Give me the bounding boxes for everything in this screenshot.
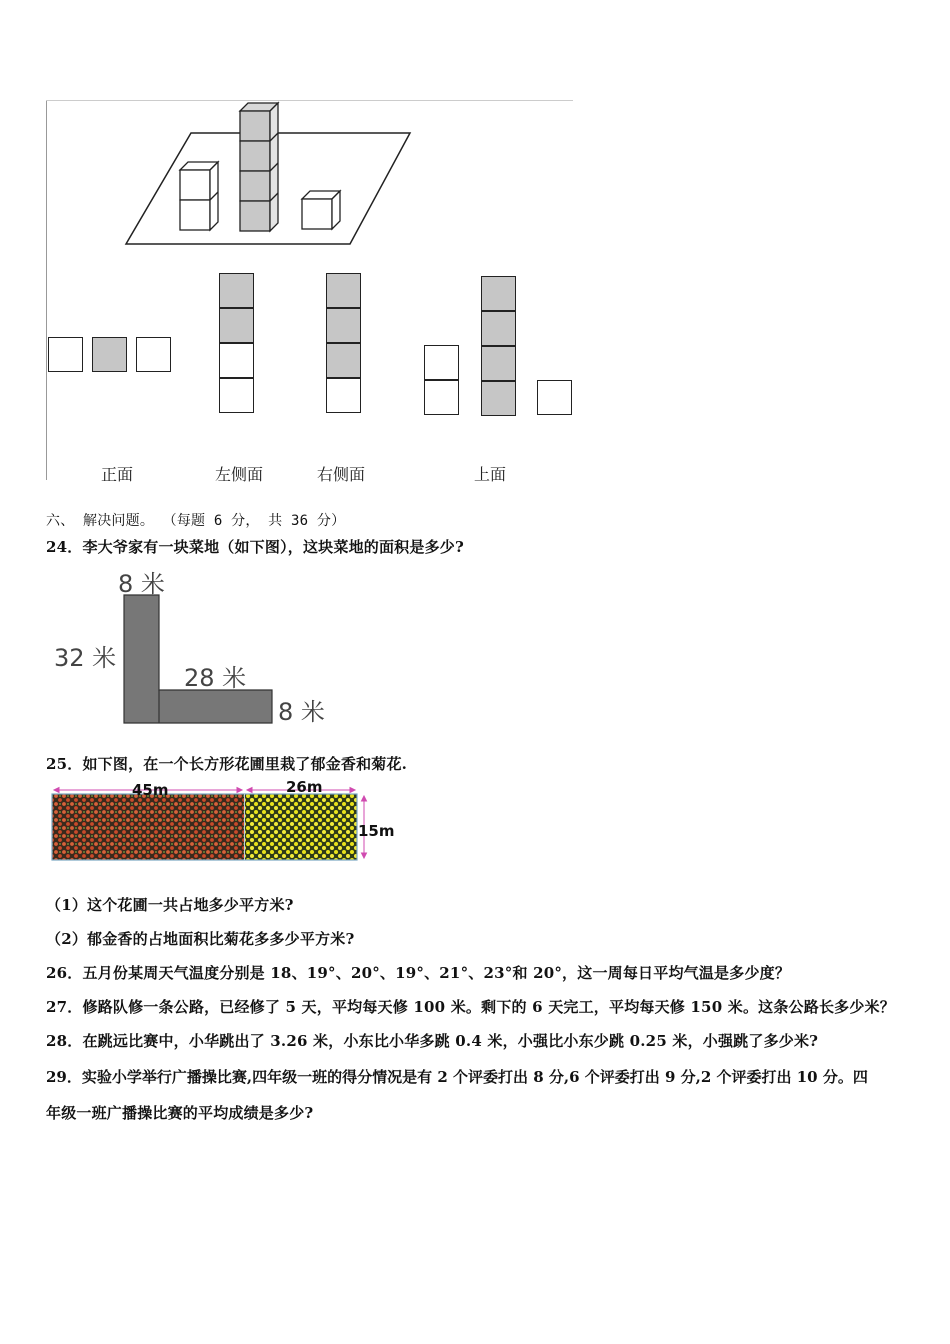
front-view-label: 正面 (101, 465, 134, 484)
l-shape-right-label: 8 米 (278, 698, 325, 726)
flower-bed-figure (46, 778, 406, 870)
l-shape-inner-label: 28 米 (184, 664, 247, 692)
question-25-sub-2: （2）郁金香的占地面积比菊花多多少平方米? (46, 930, 355, 948)
right-view-square-4 (326, 378, 361, 413)
top-view-square-6 (481, 381, 516, 416)
question-25-sub-1: （1）这个花圃一共占地多少平方米? (46, 896, 294, 914)
l-shape-figure (46, 562, 336, 732)
question-29-line-2: 年级一班广播操比赛的平均成绩是多少? (46, 1104, 314, 1122)
question-25: 25．如下图，在一个长方形花圃里栽了郁金香和菊花. (46, 755, 408, 773)
right-view-label: 右侧面 (317, 465, 366, 484)
top-view-square-2 (424, 380, 459, 415)
front-view-square-3 (136, 337, 171, 372)
section-heading: 六、 解决问题。 （每题 6 分， 共 36 分） (46, 513, 346, 529)
flower-bed-drawing (46, 778, 406, 870)
right-view-square-2 (326, 308, 361, 343)
question-29-line-1: 29．实验小学举行广播操比赛,四年级一班的得分情况是有 2 个评委打出 8 分,6 个评委打出 9 分,2 个评委打出 10 分。四 (46, 1068, 868, 1086)
l-shape-left-label: 32 米 (54, 644, 117, 672)
chrysanthemum-width-label: 26m (286, 778, 323, 796)
front-view-square-2 (92, 337, 127, 372)
top-view-square-4 (481, 311, 516, 346)
question-24: 24．李大爷家有一块菜地（如下图），这块菜地的面积是多少? (46, 538, 464, 556)
tulip-width-label: 45m (132, 781, 169, 799)
left-view-square-3 (219, 343, 254, 378)
top-view-label: 上面 (474, 465, 507, 484)
l-shape-top-label: 8 米 (118, 570, 165, 598)
question-27: 27．修路队修一条公路，已经修了 5 天，平均每天修 100 米。剩下的 6 天完工，平均每天修 150 米。这条公路长多少米？ (46, 998, 895, 1016)
right-view-square-3 (326, 343, 361, 378)
cube-figure (46, 100, 574, 485)
top-view-square-7 (537, 380, 572, 415)
left-view-label: 左侧面 (215, 465, 264, 484)
left-view-square-1 (219, 273, 254, 308)
cube-3d-drawing (46, 100, 574, 260)
front-view-square-1 (48, 337, 83, 372)
top-view-square-3 (481, 276, 516, 311)
question-28: 28．在跳远比赛中，小华跳出了 3.26 米，小东比小华多跳 0.4 米，小强比小东少跳 0.25 米，小强跳了多少米? (46, 1032, 819, 1050)
left-view-square-2 (219, 308, 254, 343)
top-view-square-5 (481, 346, 516, 381)
right-view-square-1 (326, 273, 361, 308)
flower-bed-height-label: 15m (358, 822, 395, 840)
question-26: 26．五月份某周天气温度分别是 18、19°、20°、19°、21°、23°和 20°，这一周每日平均气温是多少度？ (46, 964, 791, 982)
left-view-square-4 (219, 378, 254, 413)
top-view-square-1 (424, 345, 459, 380)
